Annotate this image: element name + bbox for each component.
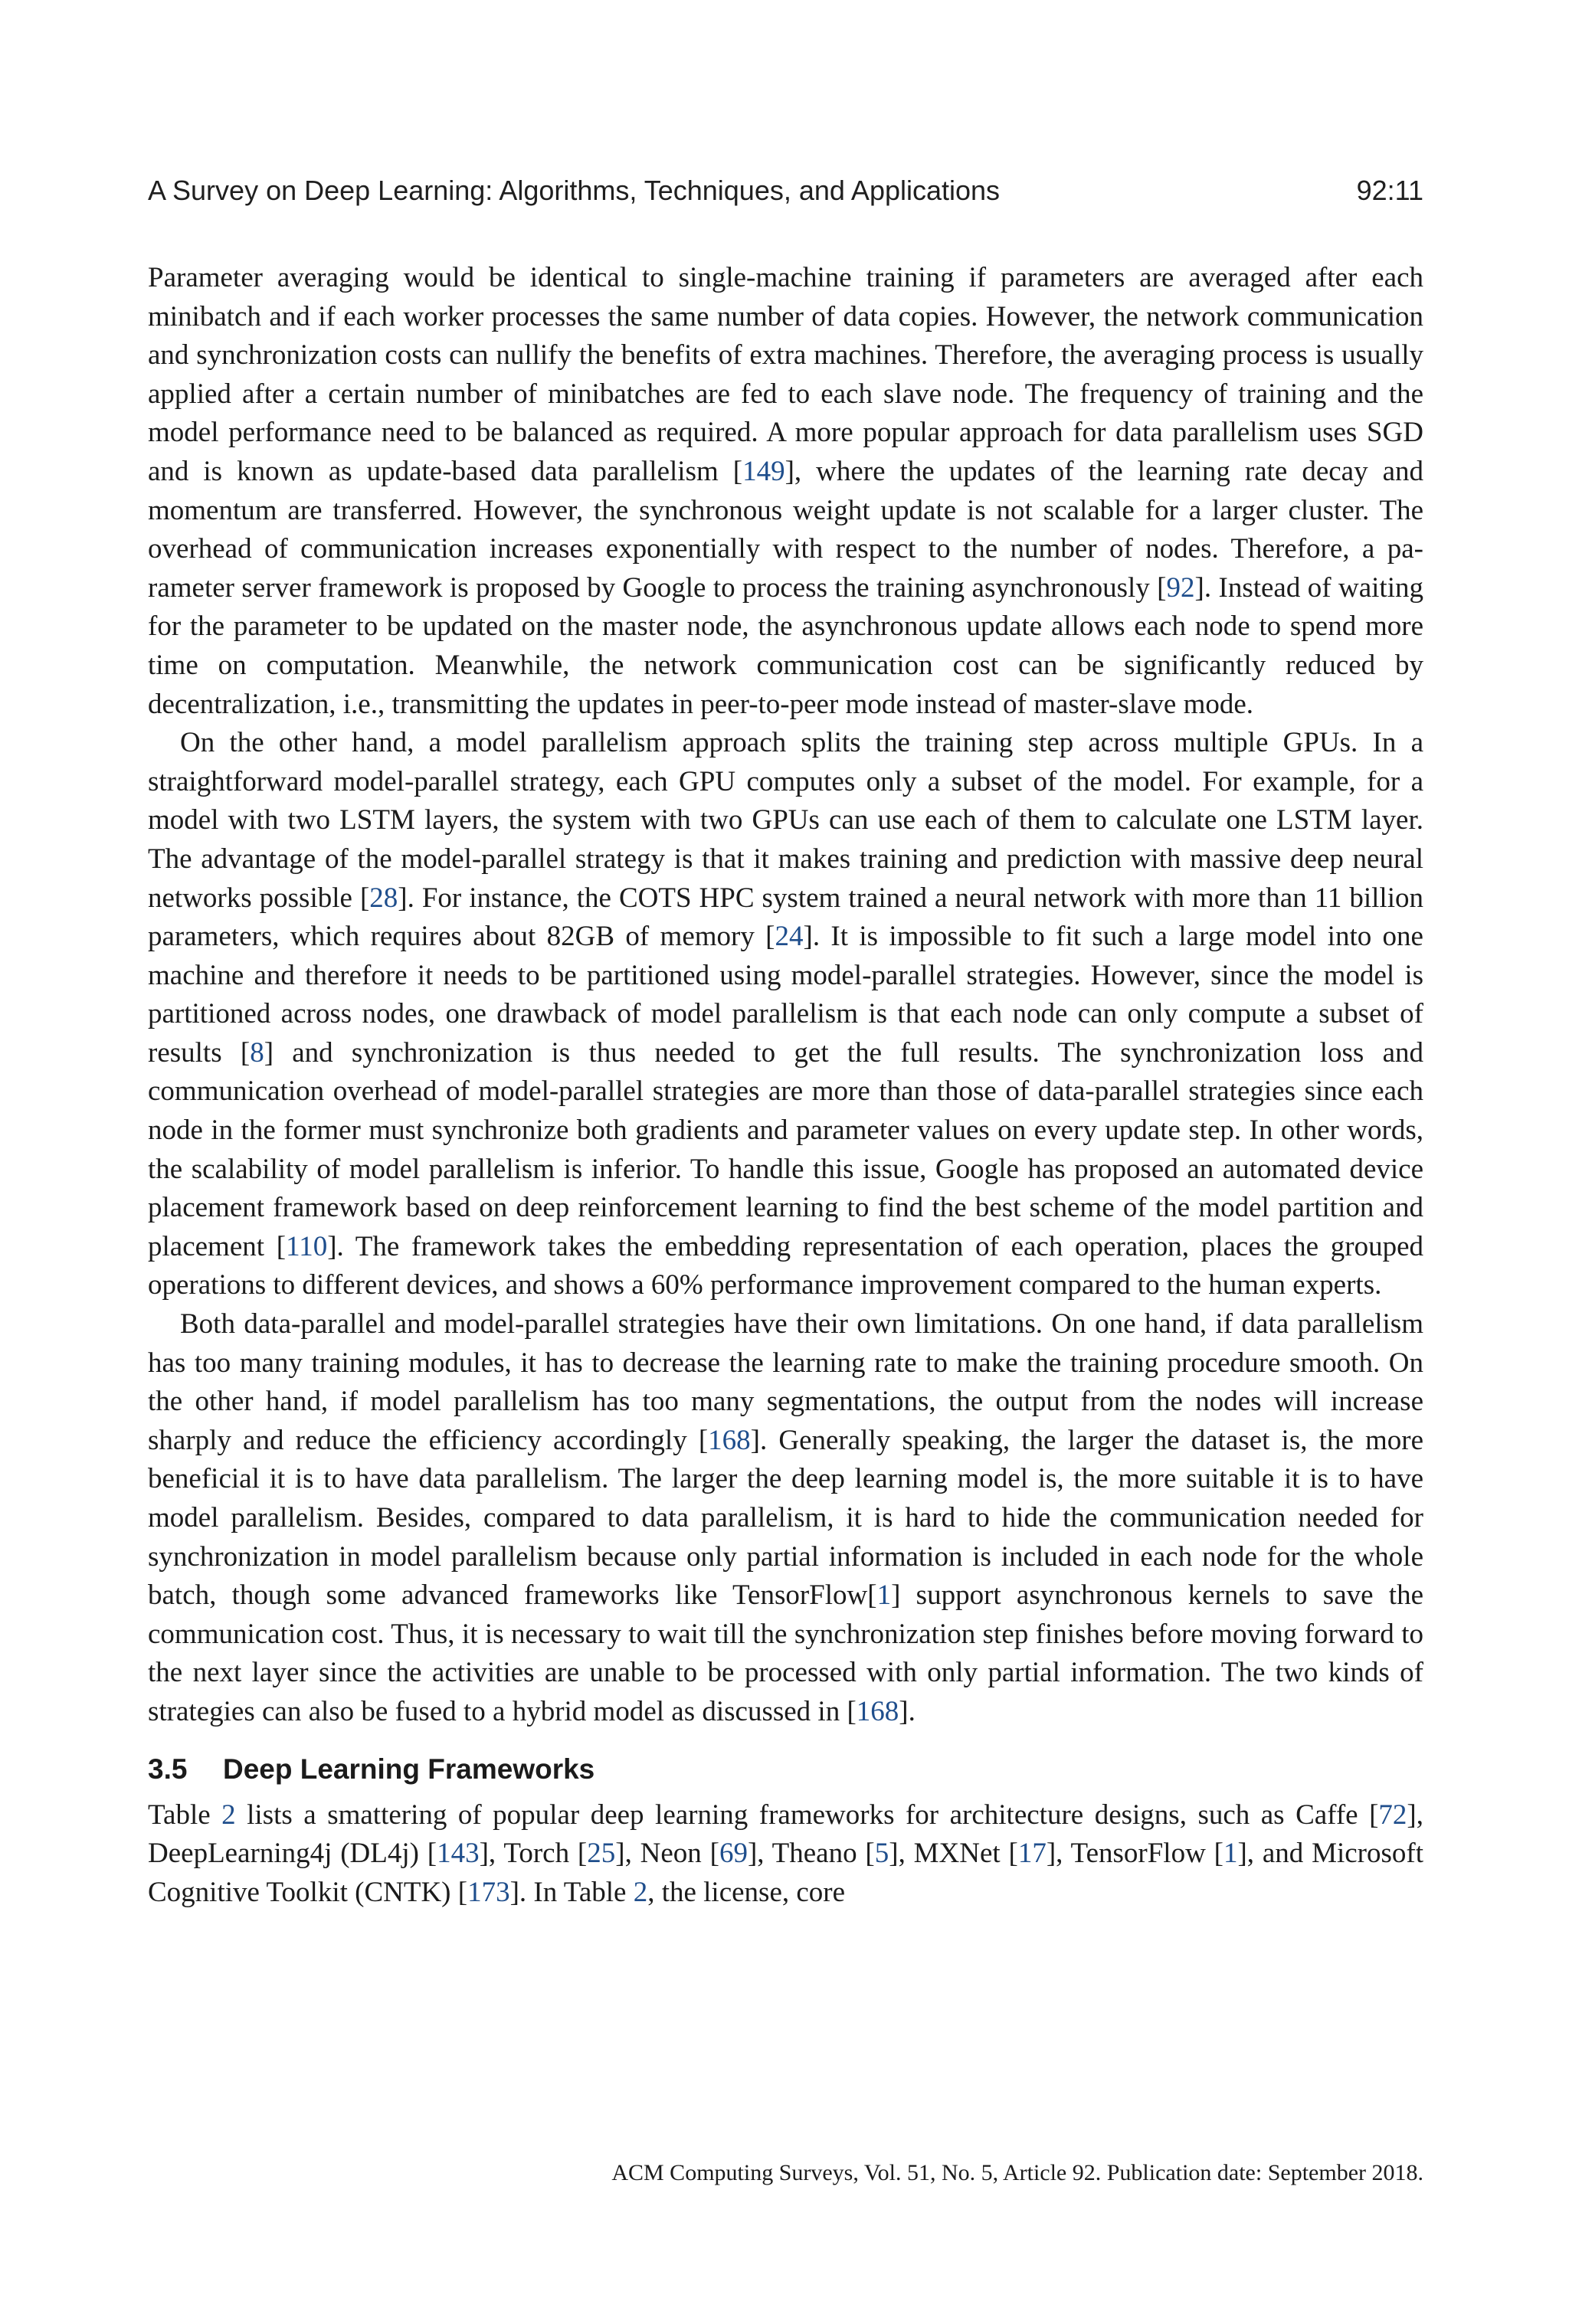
section-number: 3.5 [148, 1753, 188, 1785]
citation-link[interactable]: 5 [874, 1838, 889, 1870]
text-run: Parameter averaging would be identical to single-machine training if parameters are averaged after each minibatch and if each worker processes the same number of data copies. However, the network communication and synchronization costs can nullify the benefits of extra machines. Therefore, the averaging process is usually applied after a certain number of minibatches are fed to each slave node. The frequency of training and the model performance need to be balanced as required. A more popular approach for data parallelism uses SGD and is known as update-based data parallelism [ [148, 262, 1423, 487]
text-run: ]. In Table [509, 1876, 634, 1908]
text-run: Table [148, 1799, 222, 1831]
text-run: ]. Generally speaking, the larger the dataset is, the more beneficial it is to have data parallelism. The larger the deep learning model is, the more suitable it is to have model parallelism. Besides, compared to data parallelism, it is hard to hide the communication needed for synchronization in model parallelism because only partial information is included in each node for the whole batch, though some advanced frameworks like TensorFlow[ [148, 1424, 1423, 1612]
citation-link[interactable]: 24 [775, 921, 804, 953]
body-text [148, 259, 1423, 1912]
text-run: Both data-parallel and model-parallel strategies have their own limitations. On one hand, if data parallelism has too many training modules, it has to decrease the learning rate to make the training procedure smooth. On the other hand, if model parallelism has too many segmentations, the output from the nodes will increase sharply and reduce the efficiency accordingly [ [148, 1308, 1423, 1456]
text-run: ], where the updates of the learning rate decay and momentum are transferred. However, the synchronous weight update is not scalable for a larger cluster. The overhead of communication increases exponentially with respect to the number of nodes. Therefore, a parameter server framework is proposed by Google to process the training asynchronously [ [148, 455, 1423, 604]
citation-link[interactable]: 168 [856, 1695, 899, 1727]
citation-link[interactable]: 28 [369, 882, 398, 914]
citation-link[interactable]: 149 [742, 455, 785, 487]
text-run: ]. [899, 1695, 916, 1727]
table-reference-link[interactable]: 2 [221, 1799, 236, 1831]
citation-link[interactable]: 143 [437, 1838, 480, 1870]
text-run: ], and Microsoft Cognitive Toolkit (CNTK) [ [148, 1838, 1423, 1908]
text-run: lists a smattering of popular deep learning frameworks for architecture designs, such as Caffe [ [235, 1799, 1379, 1831]
citation-link[interactable]: 110 [286, 1230, 328, 1262]
running-head-title: A Survey on Deep Learning: Algorithms, Techniques, and Applications [148, 175, 1001, 206]
running-head [148, 175, 1423, 213]
text-run: ]. For instance, the COTS HPC system trained a neural network with more than 11 billion parameters, which requires about 82GB of memory [ [148, 882, 1423, 953]
paragraph-data-parallelism [148, 259, 1423, 724]
page-footer: ACM Computing Surveys, Vol. 51, No. 5, Article 92. Publication date: September 2018. [611, 2160, 1423, 2185]
text-run: ], MXNet [ [889, 1838, 1018, 1870]
section-heading [148, 1750, 1423, 1789]
text-run: ], DeepLearning4j (DL4j) [ [148, 1799, 1423, 1870]
text-run: ], Neon [ [615, 1838, 719, 1870]
text-run: On the other hand, a model parallelism approach splits the training step across multiple GPUs. In a straightforward model-parallel strategy, each GPU computes only a subset of the model. For example, for a model with two LSTM layers, the system with two GPUs can use each of them to calculate one LSTM layer. The advantage of the model-parallel strategy is that it makes training and prediction with massive deep neural networks possible [ [148, 727, 1423, 914]
paper-page [148, 0, 1423, 2324]
paragraph-frameworks [148, 1796, 1423, 1913]
citation-link[interactable]: 1 [876, 1579, 892, 1612]
citation-link[interactable]: 173 [467, 1876, 510, 1908]
text-run: ], TensorFlow [ [1046, 1838, 1223, 1870]
citation-link[interactable]: 69 [719, 1838, 748, 1870]
citation-link[interactable]: 168 [708, 1424, 751, 1456]
citation-link[interactable]: 25 [587, 1838, 616, 1870]
text-run: ]. Instead of waiting for the parameter to be updated on the master node, the asynchronous update allows each node to spend more time on computation. Meanwhile, the network communication cost can be significantly reduced by decentralization, i.e., transmitting the updates in peer-to-peer mode instead of master-slave mode. [148, 571, 1423, 720]
text-run: ], Torch [ [479, 1838, 588, 1870]
paragraph-strategy-limitations [148, 1305, 1423, 1732]
citation-link[interactable]: 8 [250, 1036, 264, 1069]
paragraph-model-parallelism [148, 724, 1423, 1305]
citation-link[interactable]: 1 [1223, 1838, 1238, 1870]
text-run: ]. It is impossible to fit such a large model into one machine and therefore it needs to be partitioned using model-parallel strategies. However, since the model is partitioned across nodes, one drawback of model parallelism is that each node can only compute a subset of results [ [148, 921, 1423, 1069]
section-title: Deep Learning Frameworks [223, 1753, 595, 1785]
text-run: ] support asynchronous kernels to save the communication cost. Thus, it is necessary to wait till the synchronization step finishes before moving forward to the next layer since the activities are unable to be processed with only partial information. The two kinds of strategies can also be fused to a hybrid model as discussed in [ [148, 1579, 1424, 1727]
text-run: ] and synchronization is thus needed to get the full results. The synchronization loss and communication overhead of model-parallel strategies are more than those of data-parallel strategies since each node in the former must synchronize both gradients and parameter values on every update step. In other words, the scalability of model parallelism is inferior. To handle this issue, Google has proposed an automated device placement framework based on deep reinforcement learning to find the best scheme of the model partition and placement [ [148, 1036, 1423, 1262]
text-run: , the license, core [647, 1876, 846, 1908]
table-reference-link[interactable]: 2 [633, 1876, 648, 1908]
citation-link[interactable]: 17 [1017, 1838, 1047, 1870]
citation-link[interactable]: 92 [1166, 571, 1195, 604]
text-run: ]. The framework takes the embedding representation of each operation, places the grouped operations to different devices, and shows a 60% performance improvement compared to the human experts. [148, 1230, 1424, 1301]
page-number: 92:11 [1356, 175, 1423, 206]
text-run: ], Theano [ [747, 1838, 875, 1870]
citation-link[interactable]: 72 [1378, 1799, 1407, 1831]
